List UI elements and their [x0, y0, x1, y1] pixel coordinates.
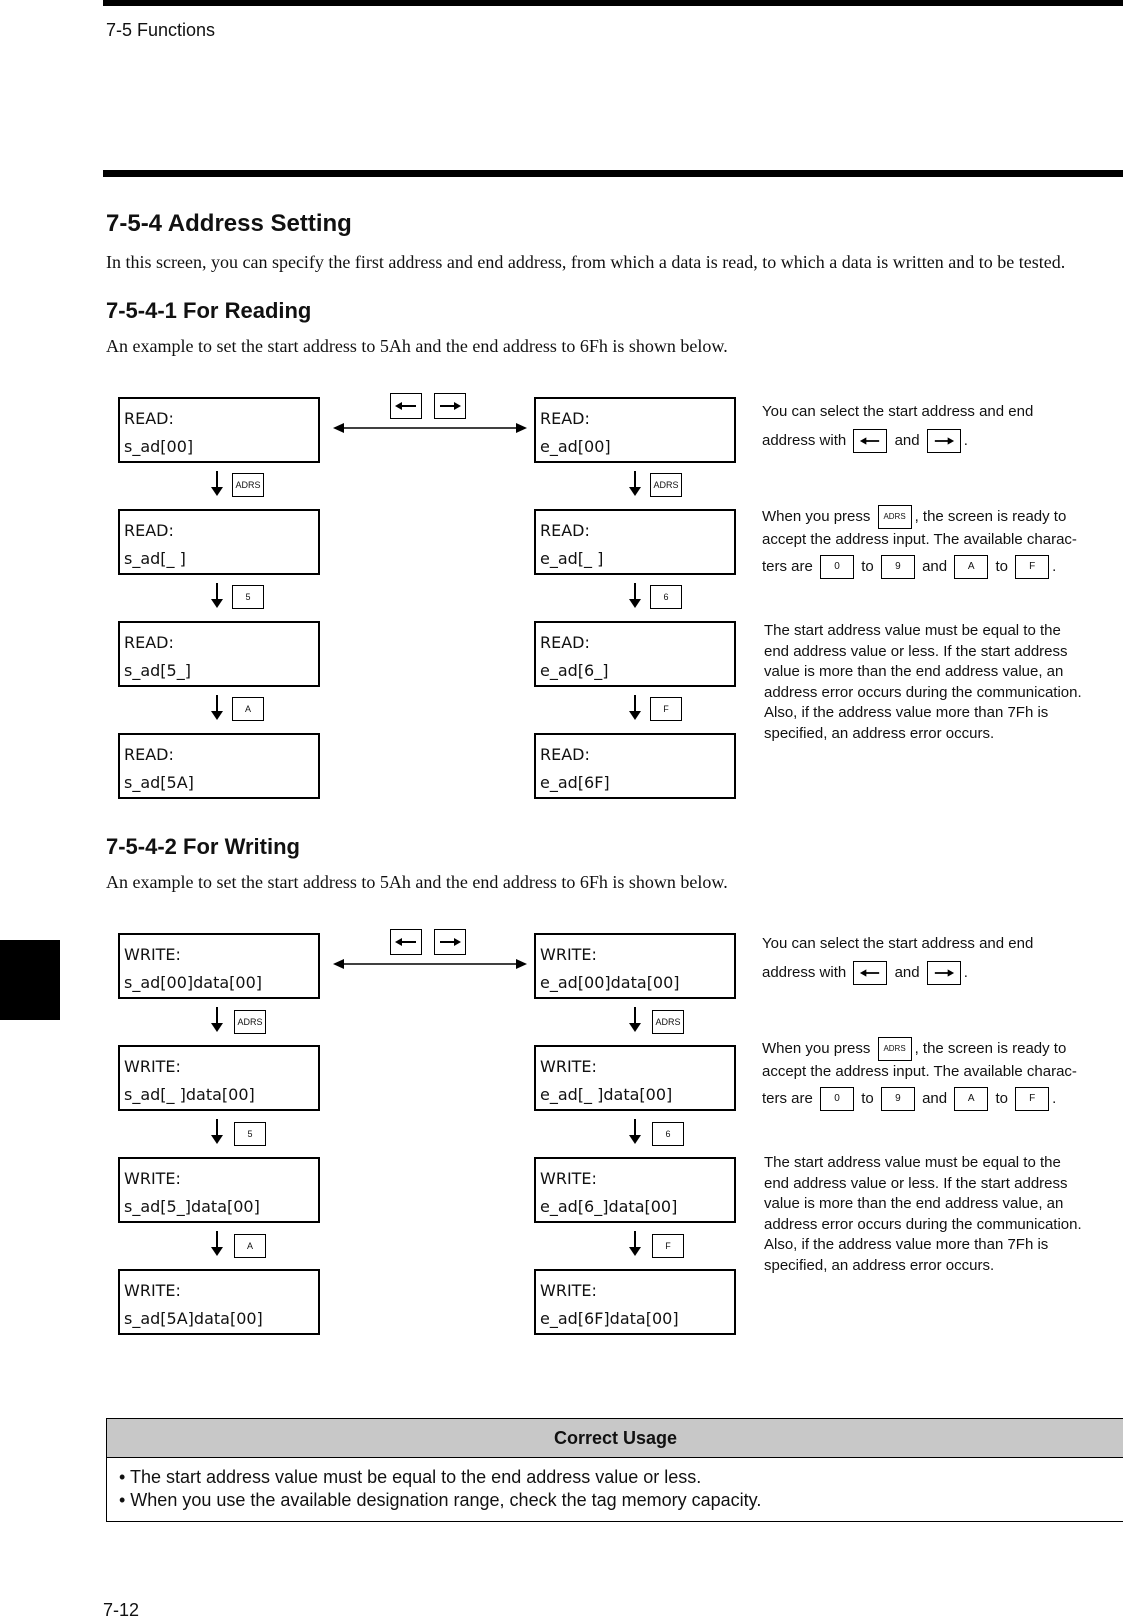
- key-9-icon: 9: [881, 555, 915, 579]
- key-f-icon: F: [652, 1234, 684, 1258]
- right-arrow-key-icon: [434, 393, 466, 419]
- page-number: 7-12: [103, 1600, 140, 1620]
- key-f-icon: F: [650, 697, 682, 721]
- lcd-write-start-3: WRITE: s_ad[5_]data[00]: [118, 1157, 320, 1223]
- writing-title: 7-5-4-2 For Writing: [106, 834, 300, 859]
- lcd-write-start-4: WRITE: s_ad[5A]data[00]: [118, 1269, 320, 1335]
- double-arrow-icon: [332, 956, 528, 972]
- note-adrs: When you press ADRS , the screen is ready to accept the address input. The available charac- ters are 0 to 9 and A to F .: [762, 1037, 1112, 1111]
- down-arrow-icon: [628, 1119, 642, 1145]
- lcd-read-start-1: READ: s_ad[00]: [118, 397, 320, 463]
- down-arrow-icon: [628, 583, 642, 609]
- adrs-key-icon: ADRS: [652, 1010, 684, 1034]
- reading-title: 7-5-4-1 For Reading: [106, 298, 312, 323]
- down-arrow-icon: [628, 695, 642, 721]
- note-range: The start address value must be equal to the end address value or less. If the start address value is more than the end address value, an address error occurs during the communication. Also, if the address value more than 7Fh is specified, an address error occurs.: [764, 1154, 1082, 1274]
- lcd-read-end-2: READ: e_ad[_ ]: [534, 509, 736, 575]
- down-arrow-icon: [210, 1231, 224, 1257]
- note-select: You can select the start address and end address with and .: [762, 933, 1112, 985]
- key-0-icon: 0: [820, 555, 854, 579]
- key-f-icon: F: [1015, 1087, 1049, 1111]
- lcd-write-end-4: WRITE: e_ad[6F]data[00]: [534, 1269, 736, 1335]
- lcd-read-end-1: READ: e_ad[00]: [534, 397, 736, 463]
- note-range: The start address value must be equal to the end address value or less. If the start address value is more than the end address value, an address error occurs during the communication. Also, if the address value more than 7Fh is specified, an address error occurs.: [764, 622, 1082, 742]
- right-arrow-key-icon: [434, 929, 466, 955]
- adrs-key-icon: ADRS: [878, 505, 912, 529]
- key-5-icon: 5: [232, 585, 264, 609]
- adrs-key-icon: ADRS: [650, 473, 682, 497]
- key-0-icon: 0: [820, 1087, 854, 1111]
- down-arrow-icon: [210, 1007, 224, 1033]
- left-arrow-key-icon: [853, 961, 887, 985]
- key-9-icon: 9: [881, 1087, 915, 1111]
- key-6-icon: 6: [652, 1122, 684, 1146]
- key-6-icon: 6: [650, 585, 682, 609]
- key-a-icon: A: [954, 555, 988, 579]
- adrs-key-icon: ADRS: [878, 1037, 912, 1061]
- down-arrow-icon: [210, 471, 224, 497]
- adrs-key-icon: ADRS: [232, 473, 264, 497]
- correct-usage-title: Correct Usage: [107, 1419, 1123, 1458]
- key-5-icon: 5: [234, 1122, 266, 1146]
- lcd-read-start-3: READ: s_ad[5_]: [118, 621, 320, 687]
- lcd-read-end-4: READ: e_ad[6F]: [534, 733, 736, 799]
- lcd-write-start-1: WRITE: s_ad[00]data[00]: [118, 933, 320, 999]
- note-select: You can select the start address and end address with and .: [762, 401, 1112, 453]
- right-arrow-key-icon: [927, 961, 961, 985]
- key-a-icon: A: [232, 697, 264, 721]
- running-header: 7-5 Functions: [106, 20, 216, 40]
- correct-usage-item: • The start address value must be equal to the end address value or less.: [119, 1467, 702, 1487]
- lcd-read-end-3: READ: e_ad[6_]: [534, 621, 736, 687]
- section-intro: In this screen, you can specify the first address and end address, from which a data is read, to which a data is written and to be tested.: [106, 252, 1066, 272]
- down-arrow-icon: [628, 1231, 642, 1257]
- lcd-write-start-2: WRITE: s_ad[_ ]data[00]: [118, 1045, 320, 1111]
- correct-usage-box: [106, 1418, 1123, 1522]
- section-rule: [103, 170, 1123, 177]
- down-arrow-icon: [628, 1007, 642, 1033]
- key-a-icon: A: [234, 1234, 266, 1258]
- down-arrow-icon: [210, 583, 224, 609]
- adrs-key-icon: ADRS: [234, 1010, 266, 1034]
- reading-intro: An example to set the start address to 5Ah and the end address to 6Fh is shown below.: [106, 336, 728, 356]
- left-arrow-key-icon: [390, 393, 422, 419]
- lcd-read-start-4: READ: s_ad[5A]: [118, 733, 320, 799]
- key-a-icon: A: [954, 1087, 988, 1111]
- down-arrow-icon: [210, 1119, 224, 1145]
- note-adrs: When you press ADRS , the screen is ready to accept the address input. The available charac- ters are 0 to 9 and A to F .: [762, 505, 1112, 579]
- double-arrow-icon: [332, 420, 528, 436]
- down-arrow-icon: [210, 695, 224, 721]
- correct-usage-item: • When you use the available designation range, check the tag memory capacity.: [119, 1490, 762, 1510]
- section-title: 7-5-4 Address Setting: [106, 210, 352, 237]
- chapter-tab: [0, 940, 60, 1020]
- writing-intro: An example to set the start address to 5Ah and the end address to 6Fh is shown below.: [106, 872, 728, 892]
- down-arrow-icon: [628, 471, 642, 497]
- lcd-write-end-1: WRITE: e_ad[00]data[00]: [534, 933, 736, 999]
- left-arrow-key-icon: [390, 929, 422, 955]
- key-f-icon: F: [1015, 555, 1049, 579]
- lcd-write-end-3: WRITE: e_ad[6_]data[00]: [534, 1157, 736, 1223]
- left-arrow-key-icon: [853, 429, 887, 453]
- lcd-write-end-2: WRITE: e_ad[_ ]data[00]: [534, 1045, 736, 1111]
- lcd-read-start-2: READ: s_ad[_ ]: [118, 509, 320, 575]
- right-arrow-key-icon: [927, 429, 961, 453]
- top-rule: [103, 0, 1123, 6]
